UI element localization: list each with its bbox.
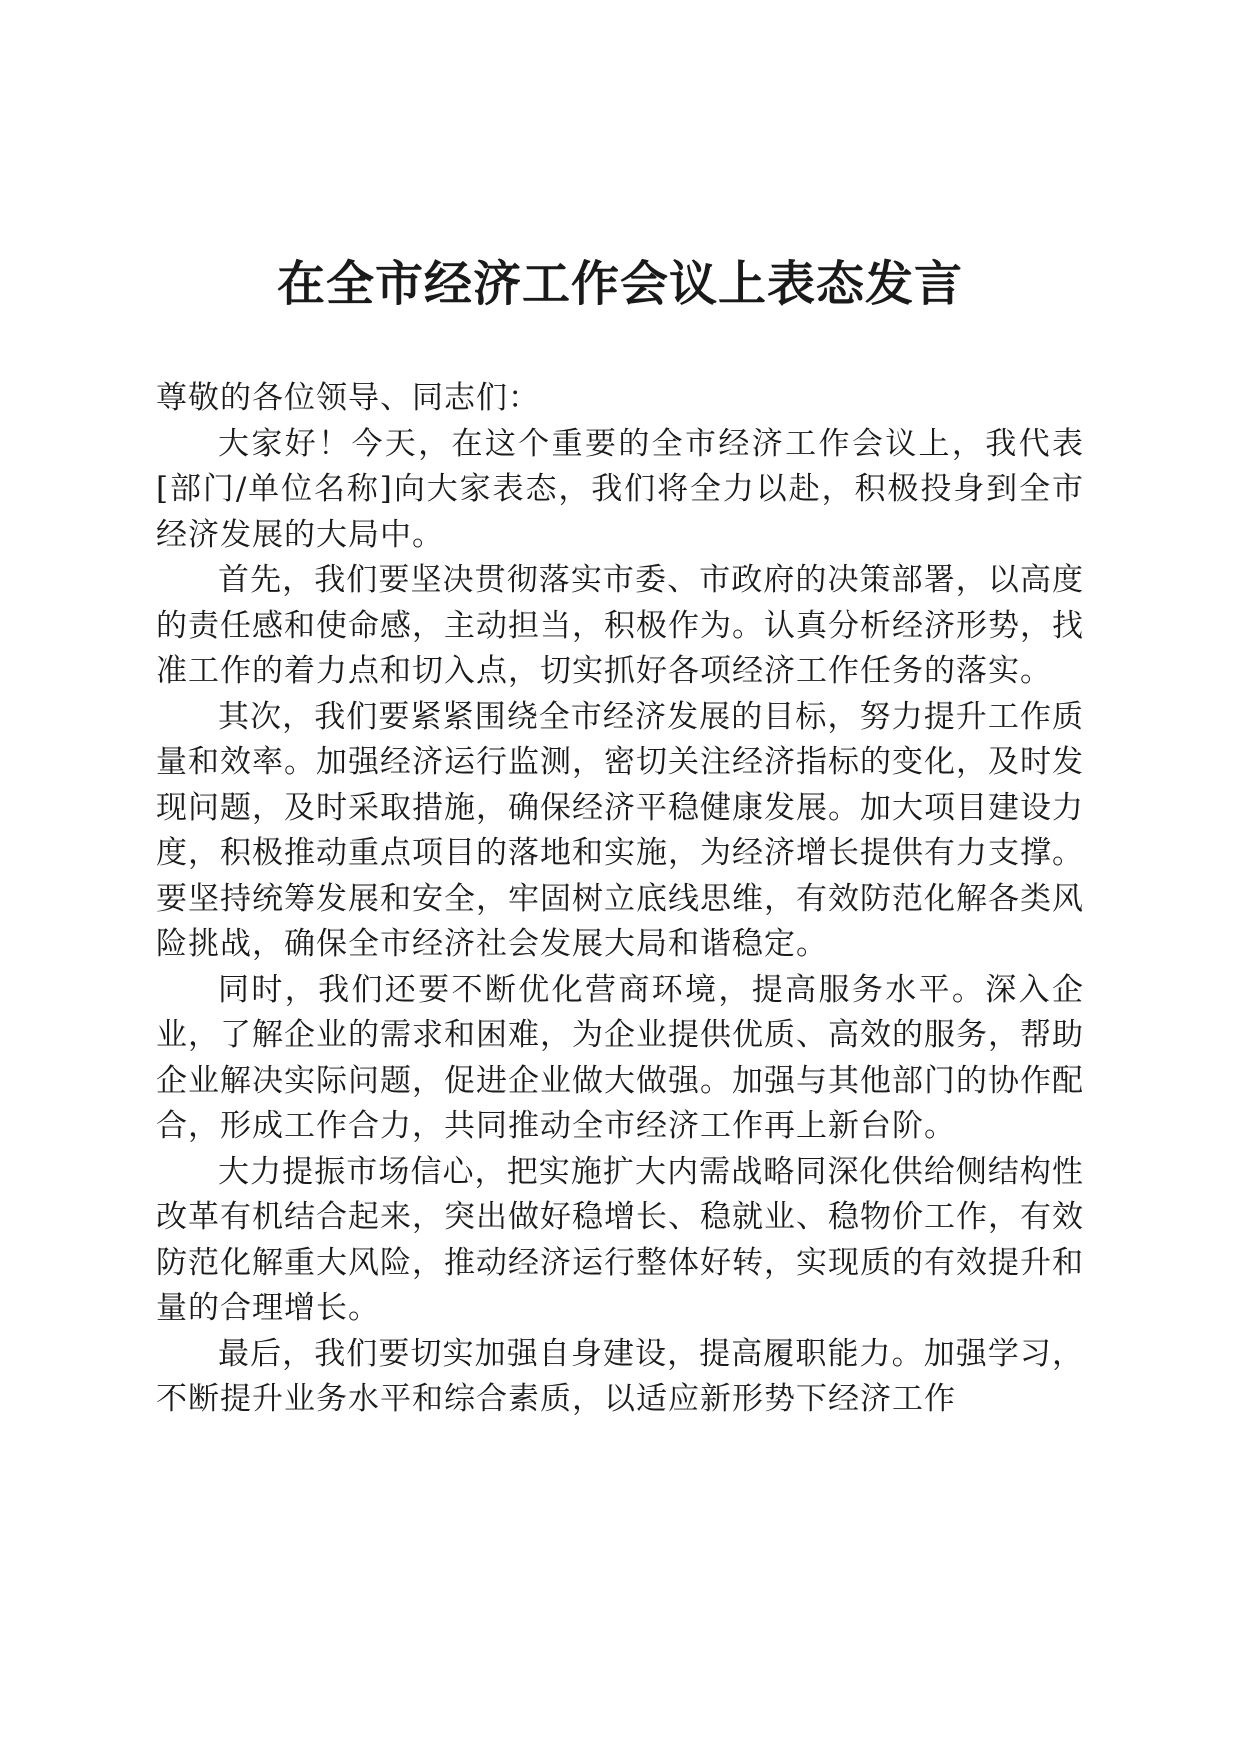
salutation: 尊敬的各位领导、同志们： xyxy=(156,380,540,416)
paragraph-1: 大家好！今天，在这个重要的全市经济工作会议上，我代表[部门/单位名称]向大家表态，我们将全力以赴，积极投身到全市经济发展的大局中。 xyxy=(156,425,1084,553)
document-body xyxy=(156,376,1084,1423)
paragraph-4: 同时，我们还要不断优化营商环境，提高服务水平。深入企业，了解企业的需求和困难，为企业提供优质、高效的服务，帮助企业解决实际问题，促进企业做大做强。加强与其他部门的协作配合，形成工作合力，共同推动全市经济工作再上新台阶。 xyxy=(156,971,1084,1144)
paragraph-3: 其次，我们要紧紧围绕全市经济发展的目标，努力提升工作质量和效率。加强经济运行监测，密切关注经济指标的变化，及时发现问题，及时采取措施，确保经济平稳健康发展。加大项目建设力度，积极推动重点项目的落地和实施，为经济增长提供有力支撑。要坚持统筹发展和安全，牢固树立底线思维，有效防范化解各类风险挑战，确保全市经济社会发展大局和谐稳定。 xyxy=(156,698,1084,962)
paragraph-2: 首先，我们要坚决贯彻落实市委、市政府的决策部署，以高度的责任感和使命感，主动担当，积极作为。认真分析经济形势，找准工作的着力点和切入点，切实抓好各项经济工作任务的落实。 xyxy=(156,562,1084,689)
paragraph-6: 最后，我们要切实加强自身建设，提高履职能力。加强学习，不断提升业务水平和综合素质，以适应新形势下经济工作 xyxy=(156,1335,1084,1417)
document-title: 在全市经济工作会议上表态发言 xyxy=(276,256,963,312)
paragraph-5: 大力提振市场信心，把实施扩大内需战略同深化供给侧结构性改革有机结合起来，突出做好稳增长、稳就业、稳物价工作，有效防范化解重大风险，推动经济运行整体好转，实现质的有效提升和量的合理增长。 xyxy=(156,1153,1084,1326)
